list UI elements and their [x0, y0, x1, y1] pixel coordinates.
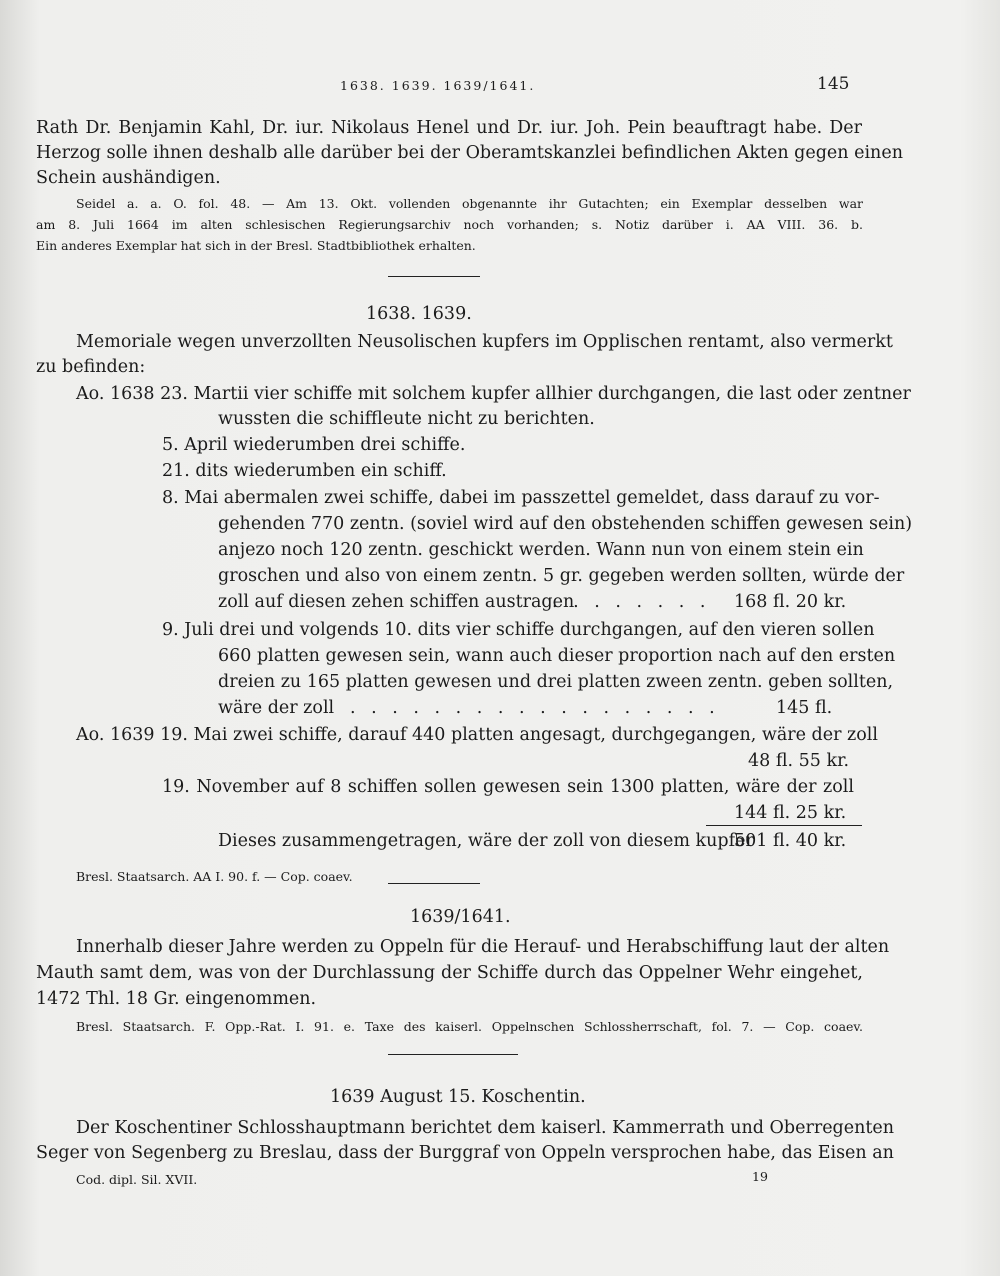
body-line: Mauth samt dem, was von der Durchlassung der Schiffe durch das Oppelner Wehr eingehet,	[36, 963, 863, 983]
total-line: Dieses zusammengetragen, wäre der zoll von diesem kupfer	[218, 831, 754, 851]
section-divider	[388, 276, 480, 277]
body-line: Innerhalb dieser Jahre werden zu Oppeln für die Herauf- und Herabschiffung laut der alten	[76, 937, 890, 957]
body-line: zu befinden:	[36, 357, 146, 377]
total-amount: 501 fl. 40 kr.	[734, 831, 847, 851]
amount: 145 fl.	[776, 698, 833, 718]
entry-line: wussten die schiffleute nicht zu berichten.	[218, 409, 595, 429]
section-heading: 1638. 1639.	[366, 304, 472, 324]
entry-line: anjezo noch 120 zentn. geschickt werden. Wann nun von einem stein ein	[218, 540, 864, 560]
entry-line: groschen und also von einem zentn. 5 gr. gegeben werden sollten, würde der	[218, 566, 905, 586]
footnote-line: Ein anderes Exemplar hat sich in der Bresl. Stadtbibliothek erhalten.	[36, 238, 476, 253]
section-divider	[388, 883, 480, 884]
leader-dots: . . . . . . . . . . . . . . . . . .	[350, 698, 720, 718]
entry-line: 8. Mai abermalen zwei schiffe, dabei im passzettel gemeldet, dass darauf zu vor-	[162, 488, 880, 508]
entry-line: 19. November auf 8 schiffen sollen gewesen sein 1300 platten, wäre der zoll	[162, 777, 854, 797]
body-line: Schein aushändigen.	[36, 168, 221, 188]
leader-dots: . . . . . . . .	[552, 592, 711, 612]
entry-line: dreien zu 165 platten gewesen und drei platten zween zentn. geben sollten,	[218, 672, 894, 692]
body-line: Herzog solle ihnen deshalb alle darüber bei der Oberamtskanzlei befindlichen Akten gegen einen	[36, 143, 903, 163]
footnote-line: am 8. Juli 1664 im alten schlesischen Regierungsarchiv noch vorhanden; s. Notiz darüber i. AA VIII. 36. b.	[36, 217, 863, 232]
amount: 48 fl. 55 kr.	[748, 751, 850, 771]
entry-line: 660 platten gewesen sein, wann auch dieser proportion nach auf den ersten	[218, 646, 896, 666]
amount: 168 fl. 20 kr.	[734, 592, 847, 612]
footer-signature: Cod. dipl. Sil. XVII.	[76, 1172, 198, 1187]
section-divider	[388, 1054, 518, 1055]
body-line: 1472 Thl. 18 Gr. eingenommen.	[36, 989, 317, 1009]
entry-line: Ao. 1638 23. Martii vier schiffe mit solchem kupfer allhier durchgangen, die last oder zentner	[76, 384, 911, 404]
entry-line: 21. dits wiederumben ein schiff.	[162, 461, 447, 481]
section-heading: 1639/1641.	[410, 907, 511, 927]
entry-line: 9. Juli drei und volgends 10. dits vier schiffe durchgangen, auf den vieren sollen	[162, 620, 875, 640]
sheet-number: 19	[752, 1169, 768, 1184]
footnote-line: Seidel a. a. O. fol. 48. — Am 13. Okt. vollenden obgenannte ihr Gutachten; ein Exemplar desselben war	[76, 196, 863, 211]
sum-rule	[706, 825, 862, 826]
body-line: Rath Dr. Benjamin Kahl, Dr. iur. Nikolaus Henel und Dr. iur. Joh. Pein beauftragt habe. Der	[36, 118, 862, 138]
entry-line: zoll auf diesen zehen schiffen austragen	[218, 592, 575, 612]
entry-line: gehenden 770 zentn. (soviel wird auf den obstehenden schiffen gewesen sein)	[218, 514, 913, 534]
section-heading: 1639 August 15. Koschentin.	[330, 1087, 586, 1107]
entry-line: wäre der zoll	[218, 698, 335, 718]
entry-line: 5. April wiederumben drei schiffe.	[162, 435, 466, 455]
source-note: Bresl. Staatsarch. AA I. 90. f. — Cop. coaev.	[76, 869, 353, 884]
running-head: 1638. 1639. 1639/1641.	[340, 78, 536, 93]
body-line: Memoriale wegen unverzollten Neusolischen kupfers im Opplischen rentamt, also vermerkt	[76, 332, 893, 352]
amount: 144 fl. 25 kr.	[734, 803, 847, 823]
body-line: Der Koschentiner Schlosshauptmann berichtet dem kaiserl. Kammerrath und Oberregenten	[76, 1118, 895, 1138]
page-number: 145	[817, 74, 850, 94]
source-note: Bresl. Staatsarch. F. Opp.-Rat. I. 91. e. Taxe des kaiserl. Oppelnschen Schlossherrschaft, fol. 7. — Cop. coaev.	[76, 1019, 863, 1034]
entry-line: Ao. 1639 19. Mai zwei schiffe, darauf 440 platten angesagt, durchgegangen, wäre der zoll	[76, 725, 878, 745]
body-line: Seger von Segenberg zu Breslau, dass der Burggraf von Oppeln versprochen habe, das Eisen an	[36, 1143, 894, 1163]
